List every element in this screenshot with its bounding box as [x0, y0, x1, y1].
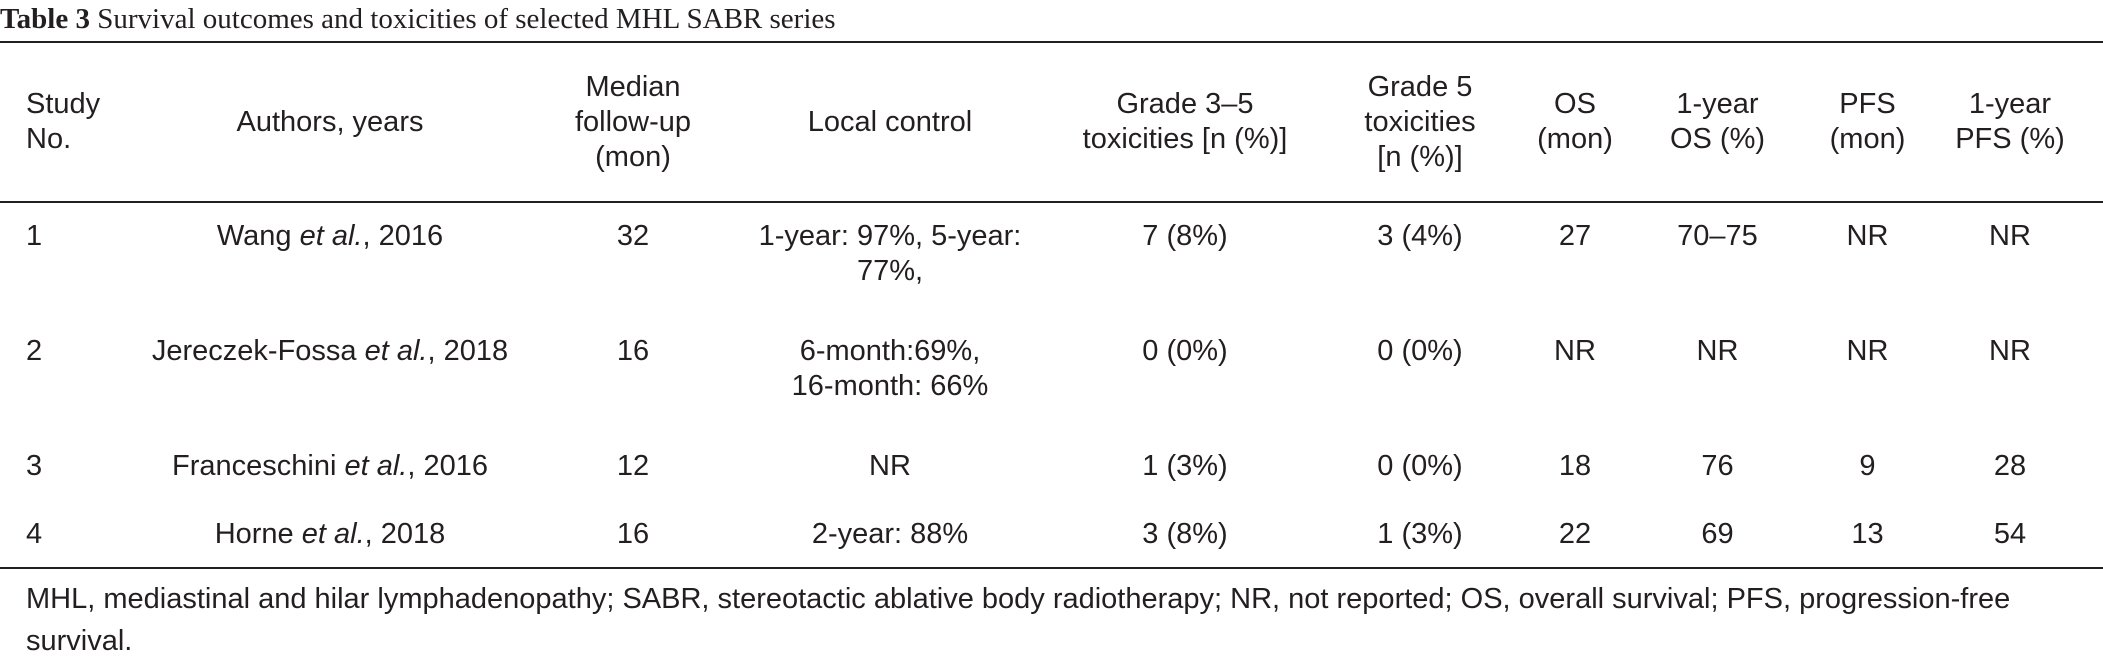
table-caption-label: Table 3	[0, 3, 90, 35]
pfs-1-year-cell: NR	[1989, 220, 2031, 252]
pfs-1-year-cell: 54	[1993, 518, 2027, 550]
grade-3-5-cell: 7 (8%)	[1142, 220, 1228, 252]
local-control-cell: 2-year: 88%	[811, 518, 969, 550]
study-no-cell: 3	[26, 450, 43, 482]
grade-5-cell: 1 (3%)	[1377, 518, 1463, 550]
local-control-cell: 1-year: 97%, 5-year: 77%,	[758, 220, 1022, 287]
grade-5-cell: 0 (0%)	[1377, 450, 1463, 482]
pfs-1-year-cell: 28	[1993, 450, 2027, 482]
median-followup-cell: 32	[616, 220, 650, 252]
header-grade-5-toxicities: Grade 5 toxicities [n (%)]	[1364, 70, 1476, 173]
header-median-followup: Median follow-up (mon)	[574, 70, 692, 173]
authors-cell: Franceschini et al., 2016	[172, 450, 488, 482]
header-1-year-os: 1-year OS (%)	[1669, 88, 1766, 155]
header-grade-3-5-toxicities: Grade 3–5 toxicities [n (%)]	[1082, 88, 1288, 155]
local-control-cell: 6-month:69%, 16-month: 66%	[791, 335, 989, 402]
os-1-year-cell: 70–75	[1677, 220, 1758, 252]
pfs-cell: 9	[1859, 450, 1876, 482]
header-local-control: Local control	[807, 105, 973, 138]
authors-cell: Jereczek-Fossa et al., 2018	[151, 335, 509, 367]
grade-5-cell: 0 (0%)	[1377, 335, 1463, 367]
table-header-rule	[0, 201, 2103, 203]
os-cell: 22	[1558, 518, 1592, 550]
grade-5-cell: 3 (4%)	[1377, 220, 1463, 252]
os-cell: 27	[1558, 220, 1592, 252]
median-followup-cell: 16	[616, 518, 650, 550]
table-caption-text: Survival outcomes and toxicities of selected MHL SABR series	[97, 3, 836, 35]
os-cell: 18	[1558, 450, 1592, 482]
grade-3-5-cell: 0 (0%)	[1142, 335, 1228, 367]
median-followup-cell: 16	[616, 335, 650, 367]
pfs-cell: 13	[1851, 518, 1884, 550]
study-no-cell: 2	[26, 335, 43, 367]
pfs-1-year-cell: NR	[1989, 335, 2031, 367]
header-study-no: Study No.	[26, 88, 101, 155]
os-1-year-cell: 76	[1701, 450, 1734, 482]
study-no-cell: 1	[26, 220, 43, 252]
table-caption	[0, 2, 836, 36]
study-no-cell: 4	[26, 518, 43, 550]
table-bottom-rule	[0, 567, 2103, 569]
pfs-cell: NR	[1846, 335, 1889, 367]
pfs-cell: NR	[1846, 220, 1889, 252]
authors-cell: Wang et al., 2016	[216, 220, 444, 252]
median-followup-cell: 12	[616, 450, 650, 482]
header-authors-years: Authors, years	[236, 105, 424, 138]
authors-cell: Horne et al., 2018	[214, 518, 446, 550]
os-1-year-cell: NR	[1696, 335, 1739, 367]
header-os: OS (mon)	[1537, 88, 1613, 155]
local-control-cell: NR	[869, 450, 911, 482]
table-footnote: MHL, mediastinal and hilar lymphadenopathy; SABR, stereotactic ablative body radiotherapy; NR, not reported; OS, overall survival; PFS, progression-free survival.	[26, 583, 2011, 657]
os-cell: NR	[1554, 335, 1596, 367]
grade-3-5-cell: 1 (3%)	[1142, 450, 1228, 482]
header-1-year-pfs: 1-year PFS (%)	[1955, 88, 2065, 155]
os-1-year-cell: 69	[1701, 518, 1734, 550]
table-top-rule	[0, 41, 2103, 43]
header-pfs: PFS (mon)	[1829, 88, 1906, 155]
grade-3-5-cell: 3 (8%)	[1142, 518, 1228, 550]
